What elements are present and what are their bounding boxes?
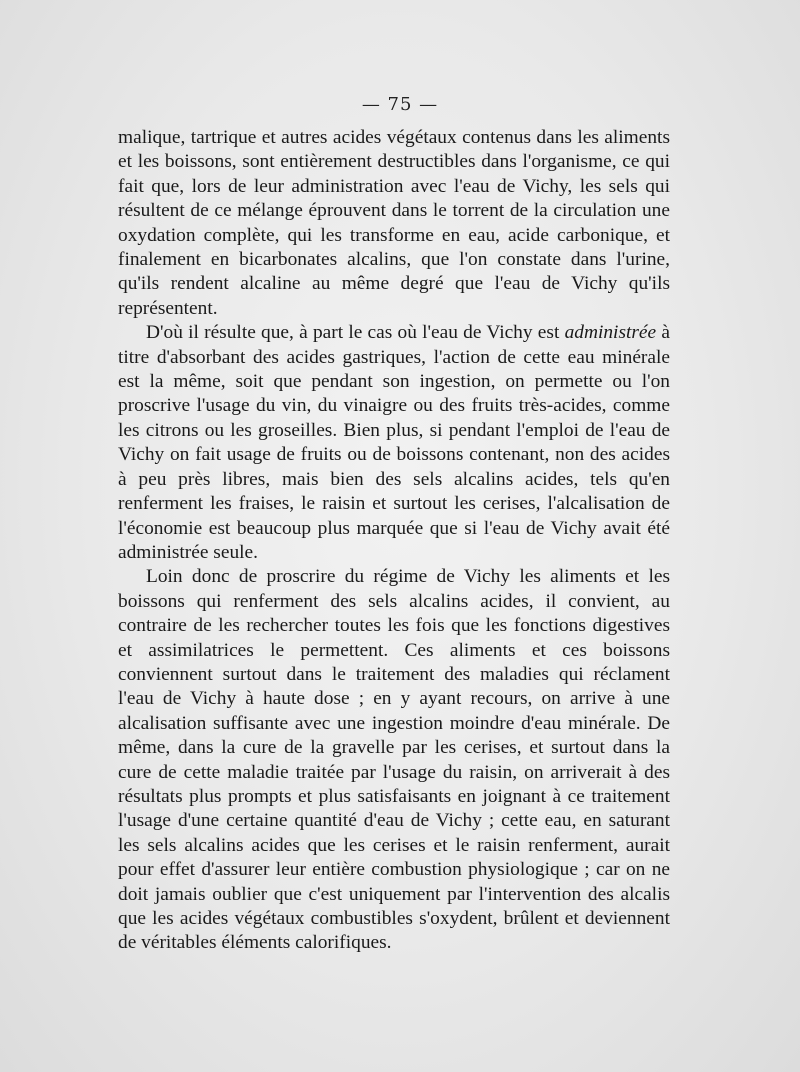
page-number: — 75 — bbox=[361, 94, 439, 115]
paragraph-absorbant-lead: D'où il résulte que, à part le cas où l'eau de Vichy est bbox=[146, 322, 565, 344]
emphasis-administree: administrée bbox=[564, 322, 657, 344]
paragraph-absorbant-rest: à titre d'absorbant des acides gastriques, l'action de cette eau minérale est la même, soit que pendant son ingestion, on permette ou l'on proscrive l'usage du vin, du vinaigre ou des fruits très-acides, comme les citrons ou les groseilles. Bien plus, si pendant l'emploi de l'eau de Vichy on fait usage de fruits ou de boissons contenant, non des acides à peu près libres, mais bien des sels alcalins acides, tels qu'en renferment les fraises, le raisin et surtout les cerises, l'alcalisation de l'économie est beaucoup plus marquée que si l'eau de Vichy avait été administrée seule. bbox=[118, 322, 670, 563]
paragraph-absorbant bbox=[118, 321, 670, 565]
body-text bbox=[118, 126, 670, 956]
paragraph-continuation: malique, tartrique et autres acides végétaux contenus dans les aliments et les boissons, sont entièrement destructibles dans l'organisme, ce qui fait que, lors de leur administration avec l'eau de Vichy, les sels qui résultent de ce mélange éprouvent dans le torrent de la circulation une oxydation complète, qui les transforme en eau, acide carbonique, et finalement en bicarbonates alcalins, que l'on constate dans l'urine, qu'ils rendent alcaline au même degré que l'eau de Vichy qu'ils représentent. bbox=[118, 127, 670, 319]
paragraph-regime: Loin donc de proscrire du régime de Vichy les aliments et les boissons qui renferment des sels alcalins acides, il convient, au contraire de les rechercher toutes les fois que les fonctions digestives et assimilatrices le permettent. Ces aliments et ces boissons conviennent surtout dans le traitement des maladies qui réclament l'eau de Vichy à haute dose ; en y ayant recours, on arrive à une alcalisation suffisante avec une ingestion moindre d'eau minérale. De même, dans la cure de la gravelle par les cerises, et surtout dans la cure de cette maladie traitée par l'usage du raisin, on arriverait à des résultats plus prompts et plus satisfaisants en joignant à ce traitement l'usage d'une certaine quantité d'eau de Vichy ; cette eau, en saturant les sels alcalins acides que les cerises et le raisin renferment, aurait pour effet d'assurer leur entière combustion physiologique ; car on ne doit jamais oublier que c'est uniquement par l'intervention des alcalis que les acides végétaux combustibles s'oxydent, brûlent et deviennent de véritables éléments calorifiques. bbox=[118, 566, 670, 954]
